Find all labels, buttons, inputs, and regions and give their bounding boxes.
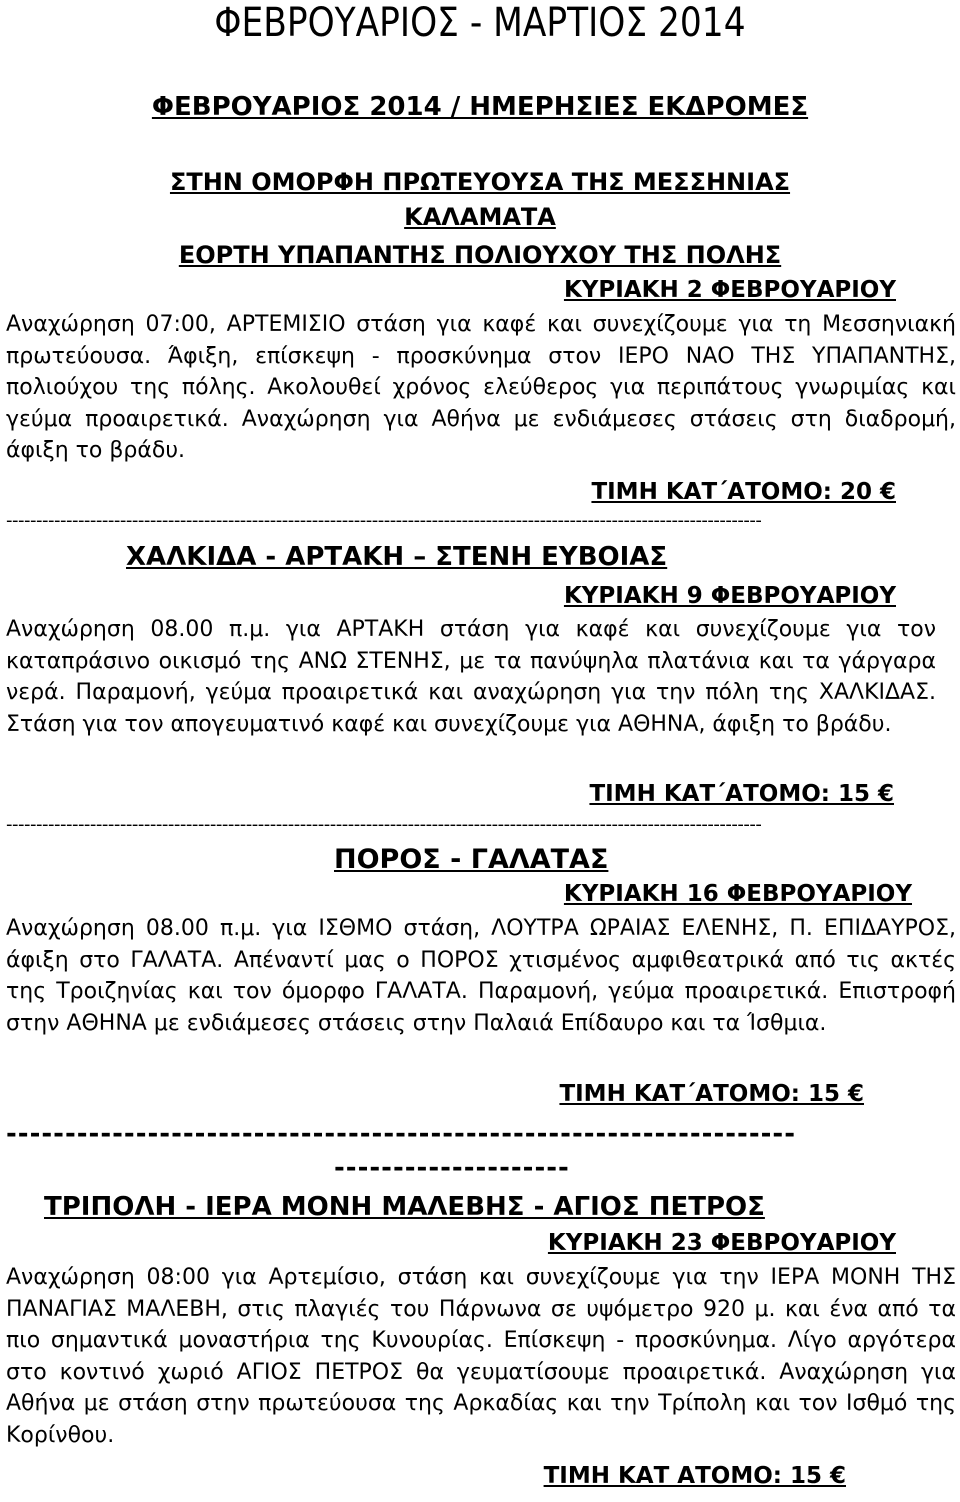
trip2-price: ΤΙΜΗ ΚΑΤ΄ΑΤΟΜΟ: 15 € (589, 781, 894, 807)
trip1-title-line2: ΚΑΛΑΜΑΤΑ (404, 203, 556, 231)
trip3-date: ΚΥΡΙΑΚΗ 16 ΦΕΒΡΟΥΑΡΙΟΥ (563, 881, 912, 907)
trip2-description: Αναχώρηση 08.00 π.μ. για ΑΡΤΑΚΗ στάση για καφέ και συνεχίζουμε για τον καταπράσινο οικισμό της ΑΝΩ ΣΤΕΝΗΣ, με τα πανύψηλα πλατάνια και τα γάργαρα νερά. Παραμονή, γεύμα προαιρετικά και αναχώρηση για την πόλη της ΧΑΛΚΙΔΑΣ. Στάση για τον απογευματινό καφέ και συνεχίζουμε για ΑΘΗΝΑ, άφιξη το βράδυ. (6, 617, 936, 737)
trip2-date: ΚΥΡΙΑΚΗ 9 ΦΕΒΡΟΥΑΡΙΟΥ (563, 583, 896, 609)
trip3-title: ΠΟΡΟΣ - ΓΑΛΑΤΑΣ (334, 844, 609, 875)
trip1-date: ΚΥΡΙΑΚΗ 2 ΦΕΒΡΟΥΑΡΙΟΥ (563, 277, 896, 303)
trip1-description: Αναχώρηση 07:00, ΑΡΤΕΜΙΣΙΟ στάση για καφέ και συνεχίζουμε για τη Μεσσηνιακή πρωτεύουσα. Άφιξη, επίσκεψη - προσκύνημα στον ΙΕΡΟ ΝΑΟ ΤΗΣ ΥΠΑΠΑΝΤΗΣ, πολιούχου της πόλης. Ακολουθεί χρόνος ελεύθερος για περιπάτους γνωριμίας και γεύμα προαιρετικά. Αναχώρηση για Αθήνα με ενδιάμεσες στάσεις στη διαδρομή, άφιξη το βράδυ. (6, 312, 956, 463)
divider-3b: -------------------- (334, 1153, 570, 1183)
trip4-price: ΤΙΜΗ ΚΑΤ ΑΤΟΜΟ: 15 € (543, 1463, 846, 1489)
trip3-price: ΤΙΜΗ ΚΑΤ΄ΑΤΟΜΟ: 15 € (559, 1081, 864, 1107)
trip1-title-line1: ΣΤΗΝ ΟΜΟΡΦΗ ΠΡΩΤΕΥΟΥΣΑ ΤΗΣ ΜΕΣΣΗΝΙΑΣ (169, 168, 791, 196)
trip1-price: ΤΙΜΗ ΚΑΤ΄ΑΤΟΜΟ: 20 € (591, 479, 896, 505)
trip4-date: ΚΥΡΙΑΚΗ 23 ΦΕΒΡΟΥΑΡΙΟΥ (547, 1230, 896, 1256)
trip1-title-line3: ΕΟΡΤΗ ΥΠΑΠΑΝΤΗΣ ΠΟΛΙΟΥΧΟΥ ΤΗΣ ΠΟΛΗΣ (178, 241, 782, 269)
page-title: ΦΕΒΡΟΥΑΡΙΟΣ - ΜΑΡΤΙΟΣ 2014 (214, 0, 746, 46)
divider-2: ------------------------------------------------------------------------------------------------------------------------------ (6, 814, 762, 835)
trip4-description: Αναχώρηση 08:00 για Αρτεμίσιο, στάση και συνεχίζουμε για την ΙΕΡΑ ΜΟΝΗ ΤΗΣ ΠΑΝΑΓΙΑΣ ΜΑΛΕΒΗ, στις πλαγιές του Πάρνωνα σε υψόμετρο 920 μ. και ένα από τα πιο σημαντικά μοναστήρια της Κυνουρίας. Επίσκεψη - προσκύνημα. Λίγο αργότερα στο κοντινό χωριό ΑΓΙΟΣ ΠΕΤΡΟΣ θα γευματίσουμε προαιρετικά. Αναχώρηση για Αθήνα με στάση στην πρωτεύουσα της Αρκαδίας και την Τρίπολη και τον Ισθμό της Κορίνθου. (6, 1265, 956, 1448)
trip4-title: ΤΡΙΠΟΛΗ - ΙΕΡΑ ΜΟΝΗ ΜΑΛΕΒΗΣ - ΑΓΙΟΣ ΠΕΤΡΟΣ (44, 1192, 765, 1222)
page-subtitle: ΦΕΒΡΟΥΑΡΙΟΣ 2014 / ΗΜΕΡΗΣΙΕΣ ΕΚΔΡΟΜΕΣ (151, 92, 809, 122)
divider-3: ------------------------------------------------------------------- (6, 1119, 796, 1149)
trip3-description: Αναχώρηση 08.00 π.μ. για ΙΣΘΜΟ στάση, ΛΟΥΤΡΑ ΩΡΑΙΑΣ ΕΛΕΝΗΣ, Π. ΕΠΙΔΑΥΡΟΣ, άφιξη στο ΓΑΛΑΤΑ. Απέναντί μας ο ΠΟΡΟΣ χτισμένος αμφιθεατρικά από τις ακτές της Τροιζηνίας και τον όμορφο ΓΑΛΑΤΑ. Παραμονή, γεύμα προαιρετικά. Επιστροφή στην ΑΘΗΝΑ με ενδιάμεσες στάσεις στην Παλαιά Επίδαυρο και τα Ίσθμια. (6, 916, 956, 1036)
trip2-title: ΧΑΛΚΙΔΑ - ΑΡΤΑΚΗ – ΣΤΕΝΗ ΕΥΒΟΙΑΣ (126, 542, 668, 572)
divider-1: ------------------------------------------------------------------------------------------------------------------------------ (6, 510, 762, 531)
